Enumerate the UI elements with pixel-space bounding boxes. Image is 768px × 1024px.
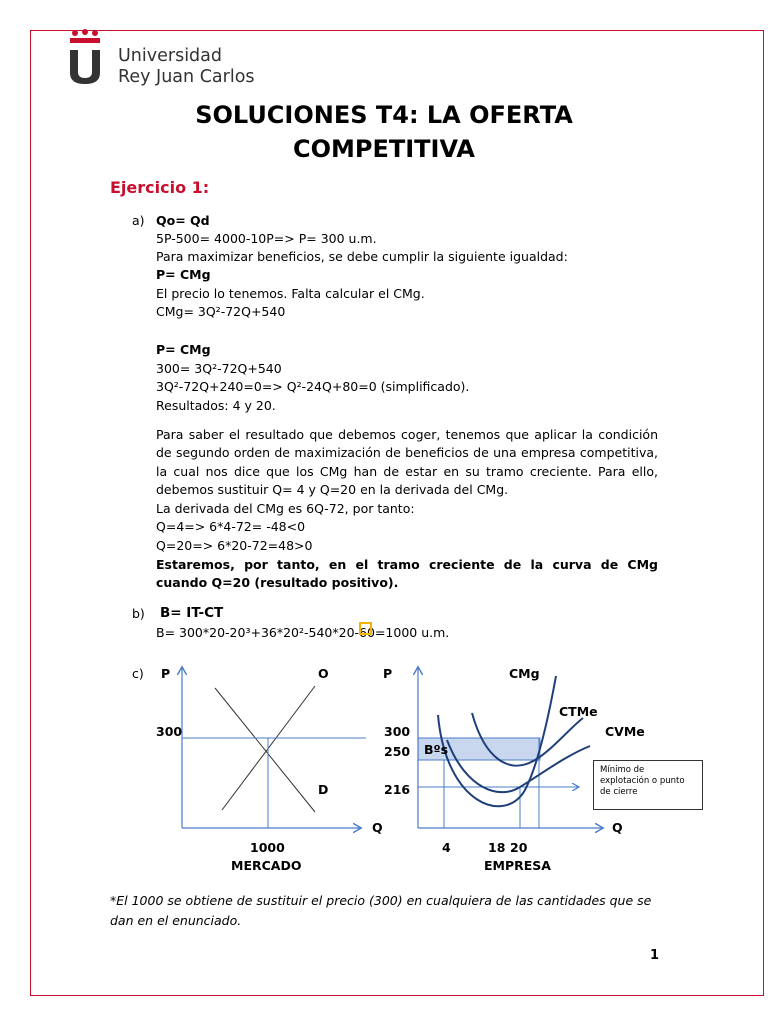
- institution-line1: Universidad: [118, 46, 223, 66]
- part-b-heading: B= IT-CT: [160, 605, 224, 621]
- shutdown-point-callout: Mínimo de explotación o punto de cierre: [593, 760, 703, 810]
- firm-qty-tick: 4: [442, 840, 451, 855]
- part-a-line: P= CMg: [156, 342, 211, 357]
- cmg-label: CMg: [509, 666, 540, 681]
- title-line1: SOLUCIONES T4: LA OFERTA: [195, 101, 573, 129]
- part-a-line: La derivada del CMg es 6Q-72, por tanto:: [156, 501, 415, 516]
- market-caption: MERCADO: [231, 858, 302, 873]
- profit-label: Bºs: [424, 742, 449, 757]
- part-a-line: Para maximizar beneficios, se debe cumplir la siguiente igualdad:: [156, 249, 568, 264]
- institution-line2: Rey Juan Carlos: [118, 67, 255, 87]
- firm-qty-tick: 20: [510, 840, 528, 855]
- part-a-line: 3Q²-72Q+240=0=> Q²-24Q+80=0 (simplificado).: [156, 379, 470, 394]
- ctme-label: CTMe: [559, 704, 598, 719]
- cvme-label: CVMe: [605, 724, 645, 739]
- part-a-line: Q=4=> 6*4-72= -48<0: [156, 519, 306, 534]
- part-a-conclusion: Estaremos, por tanto, en el tramo creciente de la curva de CMg cuando Q=20 (resultado positivo).: [156, 557, 658, 591]
- market-qty-tick: 1000: [250, 840, 285, 855]
- firm-y-label: P: [383, 666, 393, 681]
- market-x-label: Q: [372, 820, 383, 835]
- market-price-tick: 300: [156, 724, 183, 739]
- exercise-title: Ejercicio 1:: [110, 178, 210, 197]
- market-y-label: P: [161, 666, 171, 681]
- firm-x-label: Q: [612, 820, 623, 835]
- footnote: *El 1000 se obtiene de sustituir el precio (300) en cualquiera de las cantidades que se dan en el enunciado.: [110, 893, 652, 928]
- part-a-line: Resultados: 4 y 20.: [156, 398, 276, 413]
- part-a-marker: a): [132, 213, 145, 228]
- market-supply-label: O: [318, 666, 329, 681]
- part-b-marker: b): [132, 606, 145, 621]
- part-a-line: 5P-500= 4000-10P=> P= 300 u.m.: [156, 231, 377, 246]
- title-line2: COMPETITIVA: [292, 135, 475, 163]
- firm-caption: EMPRESA: [484, 858, 551, 873]
- firm-price-tick: 300: [384, 724, 411, 739]
- part-c-marker: c): [132, 666, 144, 681]
- firm-price-tick: 250: [384, 744, 411, 759]
- market-demand-label: D: [318, 782, 329, 797]
- part-a-paragraph: Para saber el resultado que debemos coger, tenemos que aplicar la condición de segundo orden de maximización de beneficios de una empresa competitiva, la cual nos dice que los CMg han de estar en su tramo creciente. Para ello, debemos sustituir Q= 4 y Q=20 en la derivada del CMg.: [156, 427, 658, 498]
- firm-qty-tick: 18: [488, 840, 506, 855]
- firm-price-tick: 216: [384, 782, 411, 797]
- part-b-equation: B= 300*20-20³+36*20²-540*20-60=1000 u.m.: [156, 625, 450, 640]
- part-a-line: CMg= 3Q²-72Q+540: [156, 304, 286, 319]
- part-a-line: P= CMg: [156, 267, 211, 282]
- page-number: 1: [650, 948, 660, 963]
- part-a-line: El precio lo tenemos. Falta calcular el CMg.: [156, 286, 425, 301]
- part-a-line: Q=20=> 6*20-72=48>0: [156, 538, 313, 553]
- part-a-heading: Qo= Qd: [156, 213, 210, 228]
- part-a-line: 300= 3Q²-72Q+540: [156, 361, 282, 376]
